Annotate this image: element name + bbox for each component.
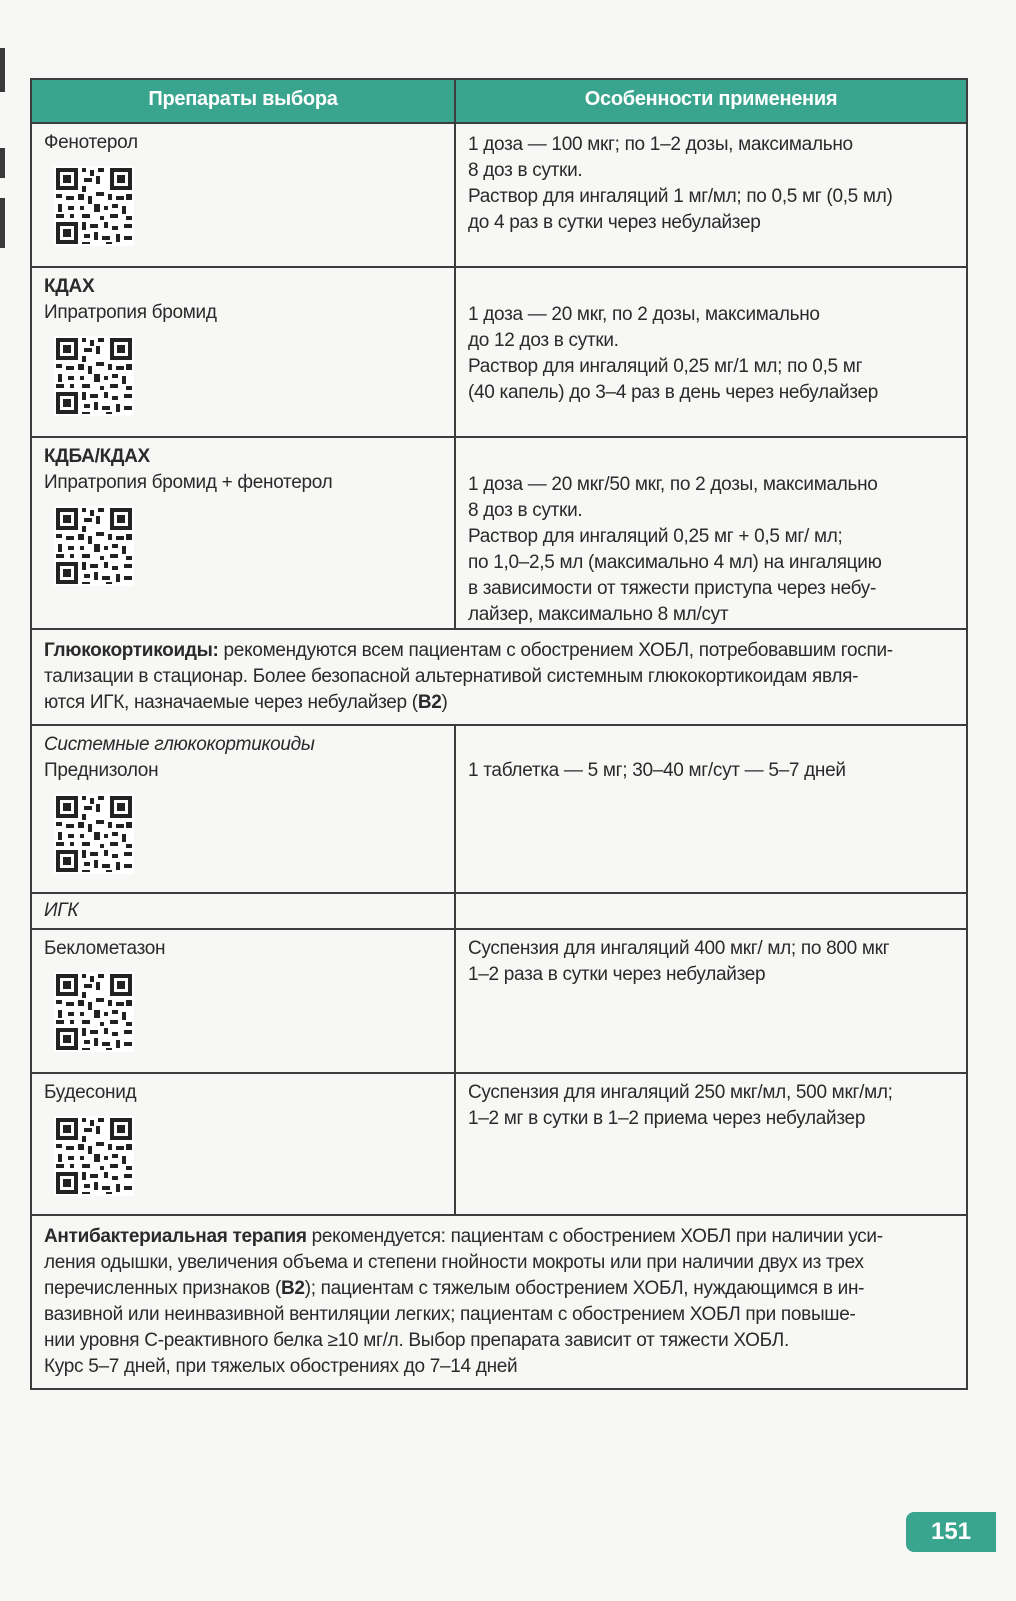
drug-cell: [31, 893, 455, 929]
usage-line: 8 доз в сутки.: [468, 500, 583, 521]
usage-line: 1–2 раза в сутки через небулайзер: [468, 964, 766, 985]
drug-table: [30, 78, 968, 1390]
edge-mark: [0, 198, 5, 248]
header-usage-features: Особенности применения: [455, 79, 967, 123]
usage-line: Суспензия для ингаляций 250 мкг/мл, 500 мкг/мл;: [468, 1082, 893, 1103]
antibiotic-note: [31, 1215, 967, 1389]
note-text: рекомендуются всем пациентам с обострением ХОБЛ, потребовавшим госпи-: [218, 640, 893, 661]
usage-line: 1 доза — 20 мкг/50 мкг, по 2 дозы, максимально: [468, 474, 878, 495]
drug-cell: [31, 1073, 455, 1215]
qr-code-icon[interactable]: [54, 166, 442, 246]
usage-line: 8 доз в сутки.: [468, 160, 583, 181]
drug-cell: [31, 267, 455, 437]
table-row: [31, 893, 967, 929]
table-header-row: [31, 79, 967, 123]
qr-code-icon[interactable]: [54, 506, 442, 586]
note-text: Курс 5–7 дней, при тяжелых обострениях до 7–14 дней: [44, 1356, 518, 1377]
drug-class: КДАХ: [44, 276, 95, 297]
usage-cell: [455, 267, 967, 437]
drug-subgroup: Системные глюкокортикоиды: [44, 734, 315, 755]
drug-cell: [31, 725, 455, 893]
usage-cell: [455, 893, 967, 929]
qr-code-icon[interactable]: [54, 794, 442, 874]
note-text: ); пациентам с тяжелым обострением ХОБЛ, нуждающимся в ин-: [304, 1278, 865, 1299]
note-text: вазивной или неинвазивной вентиляции легких; пациентам с обострением ХОБЛ при повыше-: [44, 1304, 856, 1325]
usage-cell: [455, 725, 967, 893]
qr-code-icon[interactable]: [54, 972, 442, 1052]
note-text: перечисленных признаков (: [44, 1278, 281, 1299]
drug-name: Преднизолон: [44, 760, 159, 781]
drug-name: Фенотерол: [44, 132, 138, 153]
usage-line: Раствор для ингаляций 1 мг/мл; по 0,5 мг (0,5 мл): [468, 186, 893, 207]
qr-code-icon[interactable]: [54, 1116, 442, 1196]
drug-subgroup: ИГК: [44, 900, 79, 921]
note-text: рекомендуется: пациентам с обострением ХОБЛ при наличии уси-: [306, 1226, 883, 1247]
note-text: тализации в стационар. Более безопасной альтернативой системным глюкокортикоидам явля-: [44, 666, 859, 687]
drug-cell: [31, 929, 455, 1073]
drug-class: КДБА/КДАХ: [44, 446, 150, 467]
note-text: ): [441, 692, 448, 713]
usage-line: Раствор для ингаляций 0,25 мг/1 мл; по 0,5 мг: [468, 356, 863, 377]
usage-line: 1 доза — 20 мкг, по 2 дозы, максимально: [468, 304, 820, 325]
glucocorticoids-note: [31, 629, 967, 725]
evidence-level: B2: [417, 692, 442, 713]
note-text: ются ИГК, назначаемые через небулайзер (: [44, 692, 418, 713]
qr-code-icon[interactable]: [54, 336, 442, 416]
usage-line: по 1,0–2,5 мл (максимально 4 мл) на ингаляцию: [468, 552, 882, 573]
edge-mark: [0, 48, 5, 92]
usage-line: 1–2 мг в сутки в 1–2 приема через небулайзер: [468, 1108, 866, 1129]
note-title: Глюкокортикоиды:: [44, 640, 219, 661]
header-drugs-of-choice: Препараты выбора: [31, 79, 455, 123]
usage-cell: [455, 1073, 967, 1215]
usage-line: до 4 раз в сутки через небулайзер: [468, 212, 761, 233]
usage-line: лайзер, максимально 8 мл/сут: [468, 604, 729, 625]
drug-name: Ипратропия бромид + фенотерол: [44, 472, 333, 493]
page-number: 151: [906, 1512, 996, 1552]
usage-line: в зависимости от тяжести приступа через небу-: [468, 578, 877, 599]
usage-line: Суспензия для ингаляций 400 мкг/ мл; по 800 мкг: [468, 938, 890, 959]
note-text: ления одышки, увеличения объема и степени гнойности мокроты или при наличии двух из трех: [44, 1252, 864, 1273]
table-row: [31, 267, 967, 437]
table-row: [31, 929, 967, 1073]
table-row: [31, 1073, 967, 1215]
drug-name: Ипратропия бромид: [44, 302, 217, 323]
usage-cell: [455, 437, 967, 629]
table-row: [31, 123, 967, 267]
usage-cell: [455, 929, 967, 1073]
usage-line: 1 таблетка — 5 мг; 30–40 мг/сут — 5–7 дней: [468, 760, 846, 781]
drug-name: Будесонид: [44, 1082, 137, 1103]
table-row: [31, 437, 967, 629]
table-row: [31, 725, 967, 893]
table-row: [31, 1215, 967, 1389]
usage-line: Раствор для ингаляций 0,25 мг + 0,5 мг/ мл;: [468, 526, 843, 547]
table-row: [31, 629, 967, 725]
note-title: Антибактериальная терапия: [44, 1226, 307, 1247]
usage-cell: [455, 123, 967, 267]
note-text: нии уровня С-реактивного белка ≥10 мг/л. Выбор препарата зависит от тяжести ХОБЛ.: [44, 1330, 789, 1351]
usage-line: (40 капель) до 3–4 раз в день через небулайзер: [468, 382, 879, 403]
drug-cell: [31, 437, 455, 629]
usage-line: до 12 доз в сутки.: [468, 330, 619, 351]
edge-mark: [0, 148, 5, 178]
evidence-level: B2: [280, 1278, 305, 1299]
drug-cell: [31, 123, 455, 267]
usage-line: 1 доза — 100 мкг; по 1–2 дозы, максимально: [468, 134, 853, 155]
drug-name: Беклометазон: [44, 938, 166, 959]
